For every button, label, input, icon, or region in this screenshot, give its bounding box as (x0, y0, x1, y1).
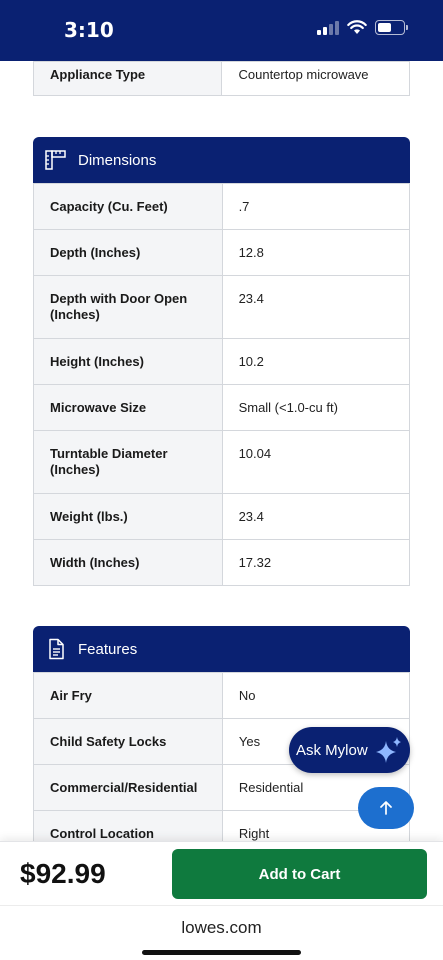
spec-value: Right (222, 811, 409, 842)
features-title: Features (78, 640, 138, 658)
spec-value: .7 (222, 184, 409, 230)
spec-value: Countertop microwave (222, 62, 410, 96)
table-row (34, 431, 410, 494)
spec-label: Capacity (Cu. Feet) (34, 184, 223, 230)
spec-label: Depth with Door Open (Inches) (34, 276, 223, 339)
sparkle-icon (374, 735, 404, 765)
dimensions-table (33, 183, 410, 586)
spec-label: Appliance Type (34, 62, 222, 96)
spec-value: Residential (222, 765, 409, 811)
spec-label: Air Fry (34, 673, 223, 719)
wifi-icon (347, 20, 367, 35)
table-row (34, 385, 410, 431)
table-row (34, 276, 410, 339)
spec-label: Width (Inches) (34, 540, 223, 586)
product-price: $92.99 (20, 858, 106, 889)
battery-icon (375, 20, 405, 35)
table-row (34, 339, 410, 385)
table-row (34, 540, 410, 586)
dimensions-title: Dimensions (78, 151, 157, 169)
features-section-header[interactable] (33, 626, 410, 672)
table-row (34, 62, 410, 96)
dimensions-section-header[interactable] (33, 137, 410, 183)
spec-label: Commercial/Residential (34, 765, 223, 811)
spec-label: Weight (lbs.) (34, 494, 223, 540)
status-icons (317, 20, 405, 35)
status-bar (0, 0, 443, 61)
spec-value: 10.2 (222, 339, 409, 385)
table-row (34, 230, 410, 276)
spec-value: 23.4 (222, 494, 409, 540)
spec-label: Depth (Inches) (34, 230, 223, 276)
url-text: lowes.com (181, 918, 262, 937)
table-row (34, 494, 410, 540)
spec-value: No (222, 673, 409, 719)
general-spec-table (33, 61, 410, 96)
spec-value: 12.8 (222, 230, 409, 276)
add-to-cart-button[interactable]: Add to Cart (172, 849, 427, 899)
spec-label: Height (Inches) (34, 339, 223, 385)
spec-value: Yes (222, 719, 409, 765)
table-row (34, 673, 410, 719)
document-icon (45, 638, 67, 660)
spec-label: Child Safety Locks (34, 719, 223, 765)
spec-value: Small (<1.0-cu ft) (222, 385, 409, 431)
table-row (34, 811, 410, 842)
spec-label: Turntable Diameter (Inches) (34, 431, 223, 494)
browser-address-bar[interactable] (0, 905, 443, 960)
spec-label: Control Location (34, 811, 223, 842)
scroll-to-top-button[interactable] (358, 787, 414, 829)
product-specifications (0, 61, 443, 841)
spec-value: 17.32 (222, 540, 409, 586)
table-row (34, 184, 410, 230)
arrow-up-icon (378, 800, 394, 816)
ask-mylow-button[interactable] (289, 727, 410, 773)
ruler-icon (45, 149, 67, 171)
spec-value: 10.04 (222, 431, 409, 494)
ask-mylow-label: Ask Mylow (296, 741, 368, 759)
purchase-bar (0, 841, 443, 905)
spec-value: 23.4 (222, 276, 409, 339)
spec-label: Microwave Size (34, 385, 223, 431)
cellular-signal-icon (317, 21, 339, 35)
home-indicator (142, 950, 301, 955)
status-time: 3:10 (64, 18, 114, 42)
